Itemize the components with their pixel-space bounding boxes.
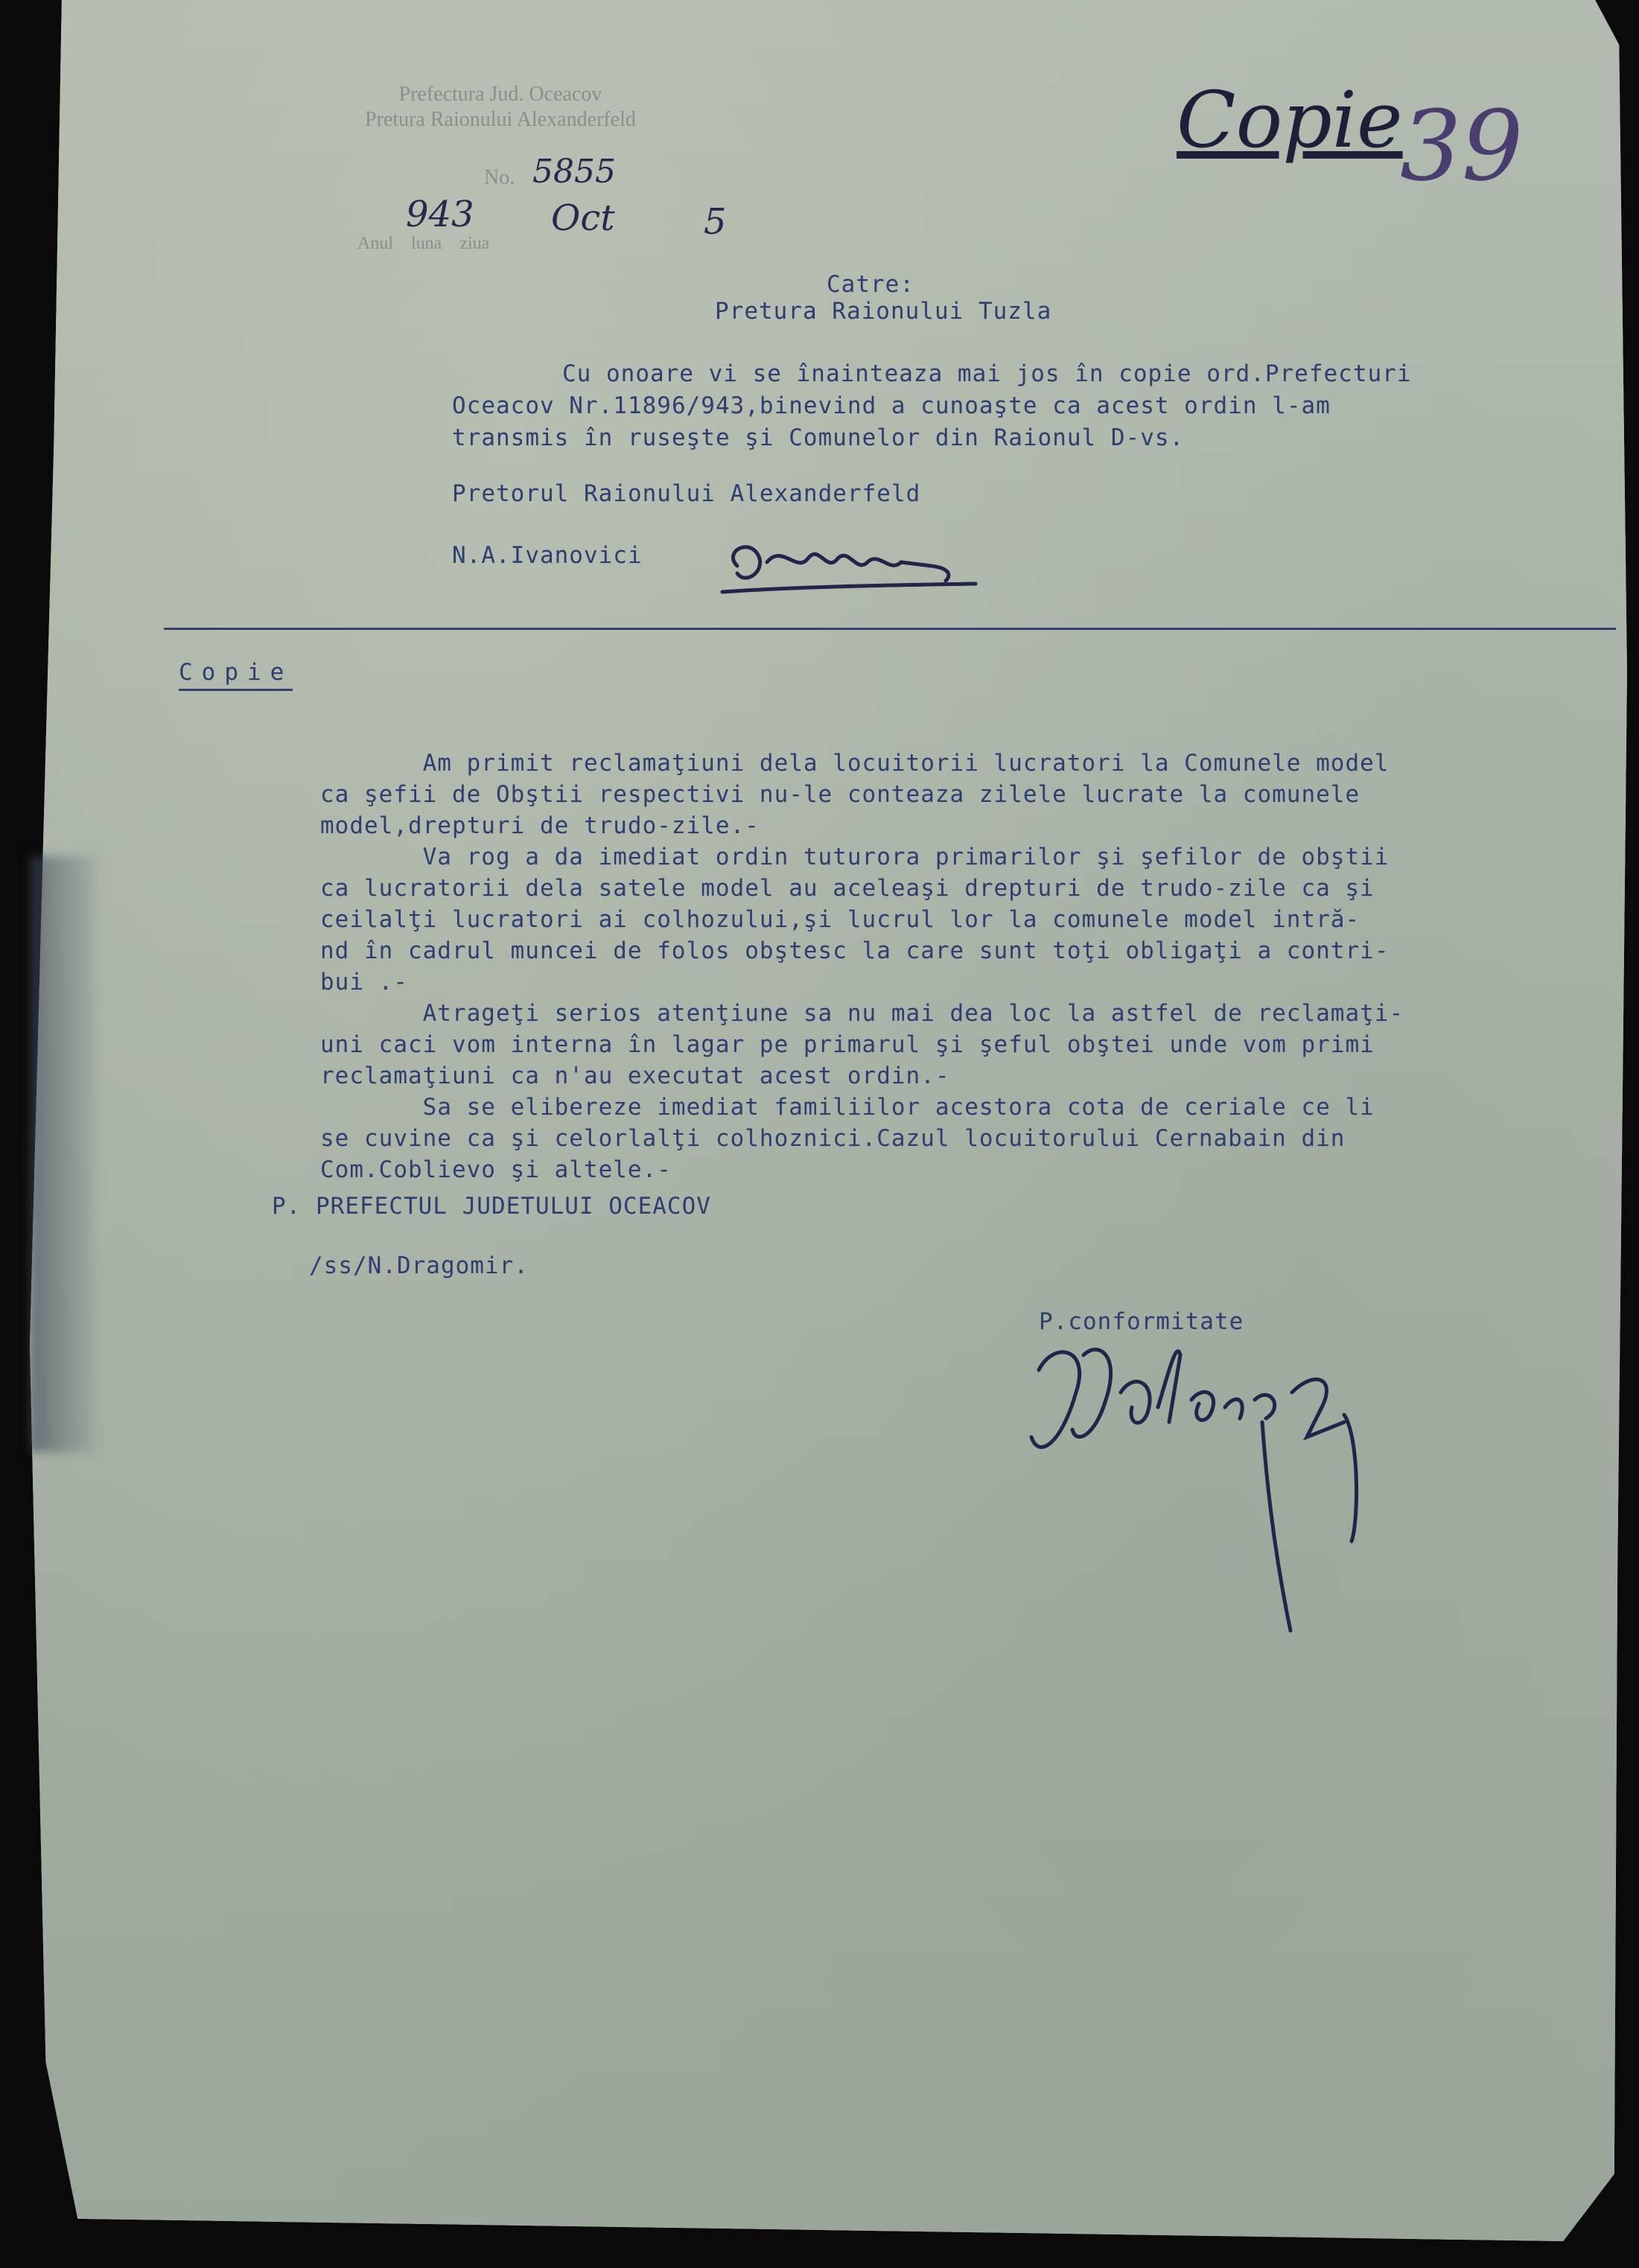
order-line: Va rog a da imediat ordin tuturora primarilor şi şefilor de obştii xyxy=(320,844,1390,870)
cover-line: transmis în ruseşte şi Comunelor din Raionul D-vs. xyxy=(452,424,1185,451)
order-line: Com.Coblievo şi altele.- xyxy=(320,1156,672,1183)
ivanovici-signature xyxy=(707,521,990,606)
recipient: Pretura Raionului Tuzla xyxy=(715,298,1052,325)
prefect-title: P. PREFECTUL JUDETULUI OCEACOV xyxy=(272,1193,711,1220)
order-line: se cuvine ca şi celorlalţi colhoznici.Cazul locuitorului Cernabain din xyxy=(320,1125,1346,1152)
order-line: Sa se elibereze imediat familiilor acestora cota de ceriale ce li xyxy=(320,1094,1375,1121)
registry-stamp xyxy=(365,82,636,133)
folio-number: 39 xyxy=(1400,89,1524,203)
to-label: Catre: xyxy=(827,271,914,298)
registration-year: 943 xyxy=(406,194,474,235)
stamp-line-2: Pretura Raionului Alexanderfeld xyxy=(365,108,636,131)
prefect-signature-line: /ss/N.Dragomir. xyxy=(309,1252,529,1279)
order-line: Am primit reclamaţiuni dela locuitorii lucratori la Comunele model xyxy=(320,750,1390,777)
order-line: Atrageţi serios atenţiune sa nu mai dea loc la astfel de reclamaţi- xyxy=(320,1000,1404,1027)
stamp-line-1: Prefectura Jud. Oceacov xyxy=(398,83,602,106)
stamp-number-label: No. xyxy=(484,166,515,189)
registration-month: Oct xyxy=(551,197,615,239)
registration-number: 5855 xyxy=(532,153,616,191)
cover-line: Oceacov Nr.11896/943,binevind a cunoaşte ca acest ordin l-am xyxy=(452,392,1331,419)
order-line: reclamaţiuni ca n'au executat acest ordin.- xyxy=(320,1063,950,1089)
paper-stain xyxy=(30,856,97,1452)
section-divider xyxy=(164,628,1616,630)
conformity-signature xyxy=(1009,1325,1396,1671)
order-line: bui .- xyxy=(320,969,408,996)
order-line: ceilalţi lucratori ai colhozului,şi lucrul lor la comunele model intră- xyxy=(320,906,1360,933)
sender-name: N.A.Ivanovici xyxy=(452,542,643,569)
sender-title: Pretorul Raionului Alexanderfeld xyxy=(452,480,921,507)
registration-day: 5 xyxy=(704,201,727,243)
order-line: ca şefii de Obştii respectivi nu-le conteaza zilele lucrate la comunele xyxy=(320,781,1360,808)
order-line: model,drepturi de trudo-zile.- xyxy=(320,812,760,839)
conformity-label: P.conformitate xyxy=(1039,1308,1244,1335)
order-line: ca lucratorii dela satele model au aceleaşi drepturi de trudo-zile ca şi xyxy=(320,875,1375,902)
order-line: nd în cadrul muncei de folos obştesc la care sunt toţi obligaţi a contri- xyxy=(320,937,1390,964)
order-line: uni caci vom interna în lagar pe primarul şi şeful obştei unde vom primi xyxy=(320,1031,1375,1058)
copy-label: Copie xyxy=(179,659,293,691)
stamp-date-labels: Anul luna ziua xyxy=(357,234,490,253)
copie-mark: Copie xyxy=(1177,74,1403,165)
cover-line: Cu onoare vi se înainteaza mai jos în copie ord.Prefecturi xyxy=(562,360,1412,387)
